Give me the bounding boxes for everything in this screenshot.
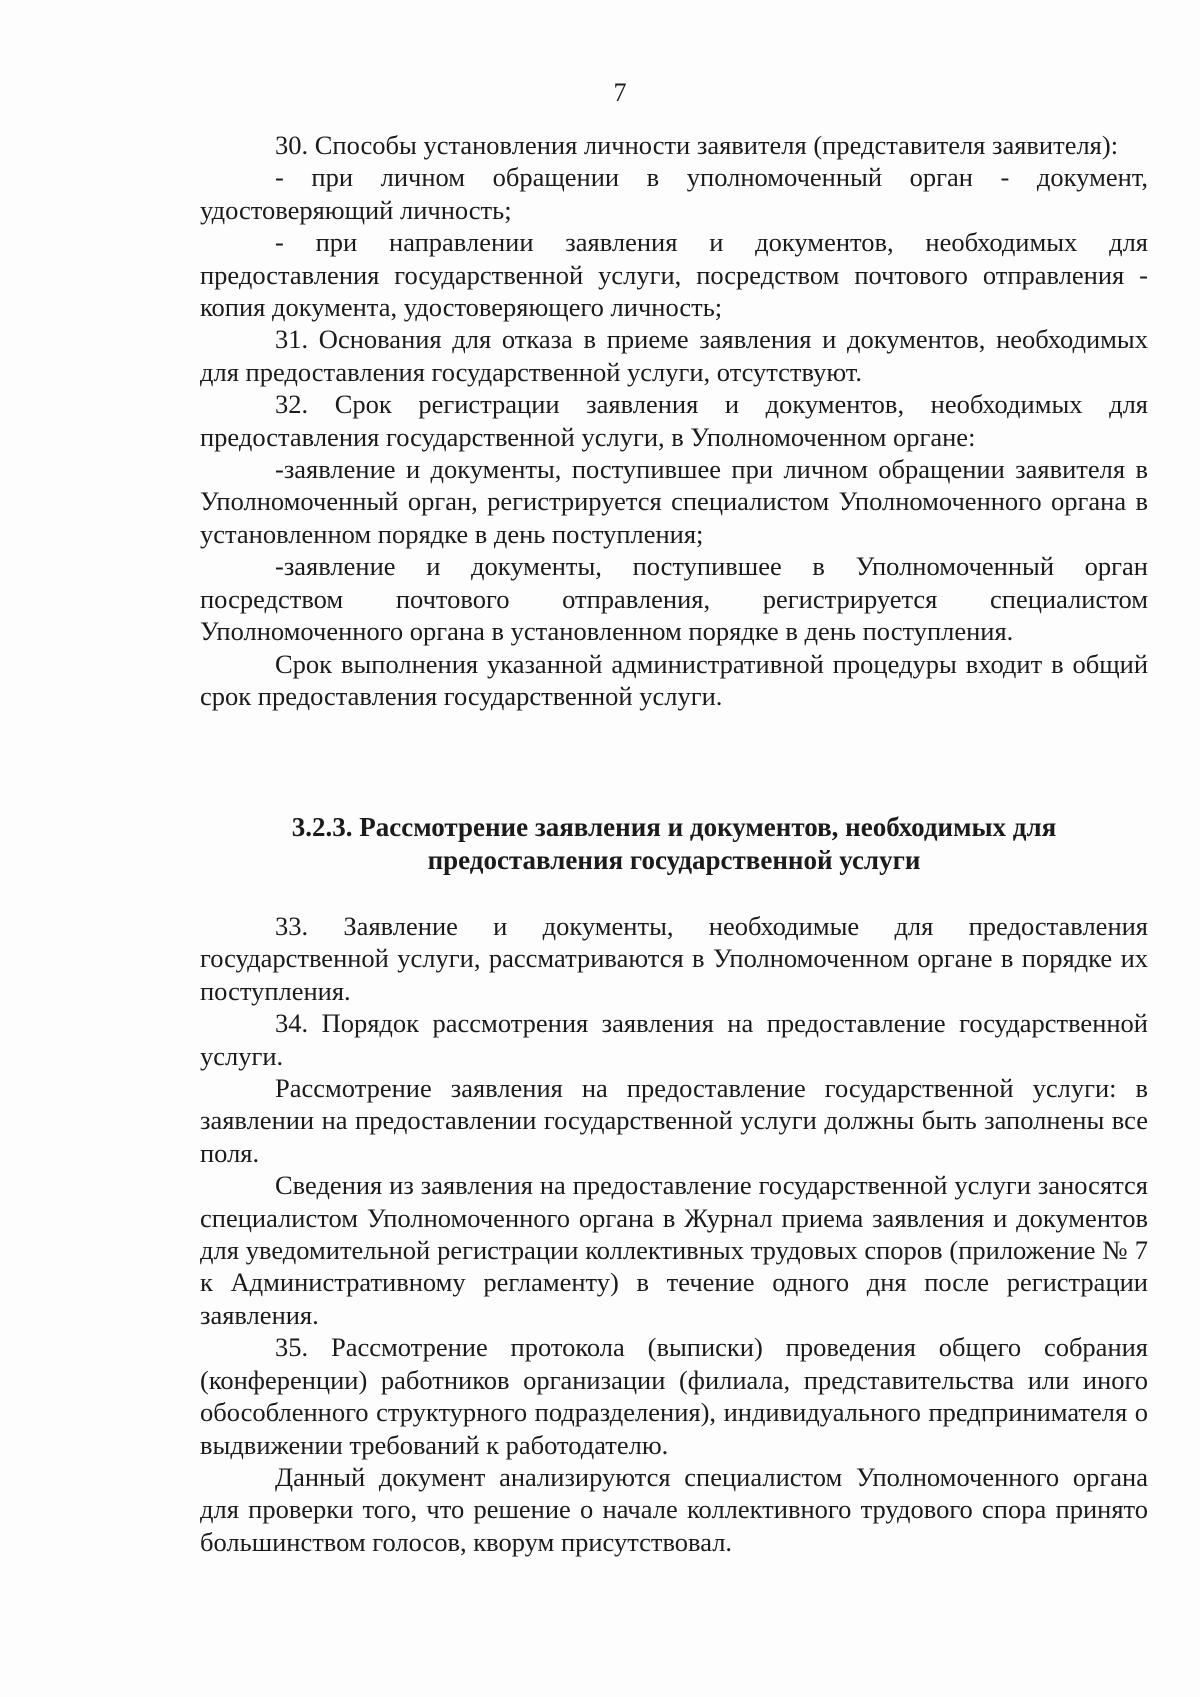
paragraph-32-personal-visit: -заявление и документы, поступившее при личном обращении заявителя в Уполномоченный орган, регистрируется специалистом Уполномоченного органа в установленном порядке в день поступления;: [200, 454, 1148, 549]
paragraph-34: 34. Порядок рассмотрения заявления на предоставление государственной услуги.: [200, 1008, 1148, 1071]
paragraph-32: 32. Срок регистрации заявления и документов, необходимых для предоставления государственной услуги, в Уполномоченном органе:: [200, 389, 1148, 452]
section-heading-line-1: 3.2.3. Рассмотрение заявления и документов, необходимых для: [291, 812, 1057, 842]
paragraph-30: 30. Способы установления личности заявителя (представителя заявителя):: [275, 130, 1119, 160]
section-heading-3-2-3: [200, 811, 1148, 877]
section-heading-line-2: предоставления государственной услуги: [427, 845, 921, 875]
paragraph-33: 33. Заявление и документы, необходимые для предоставления государственной услуги, рассматриваются в Уполномоченном органе в порядке их поступления.: [200, 911, 1148, 1006]
paragraph-30-personal-visit: - при личном обращении в уполномоченный орган - документ, удостоверяющий личность;: [200, 162, 1148, 225]
page-number: 7: [613, 78, 627, 107]
paragraph-31: 31. Основания для отказа в приеме заявления и документов, необходимых для предоставления государственной услуги, отсутствуют.: [200, 324, 1148, 387]
paragraph-30-postal: - при направлении заявления и документов, необходимых для предоставления государственной услуги, посредством почтового отправления - копия документа, удостоверяющего личность;: [200, 227, 1148, 323]
paragraph-32-postal: -заявление и документы, поступившее в Уполномоченный орган посредством почтового отправления, регистрируется специалистом Уполномоченного органа в установленном порядке в день поступления.: [200, 551, 1148, 647]
section-identification-and-registration: [200, 129, 1148, 712]
paragraph-35: 35. Рассмотрение протокола (выписки) проведения общего собрания (конференции) работников организации (филиала, представительства или иного обособленного структурного подразделения), индивидуального предпринимателя о выдвижении требований к работодателю.: [200, 1332, 1148, 1460]
paragraph-35-analysis: Данный документ анализируются специалистом Уполномоченного органа для проверки того, что решение о начале коллективного трудового спора принято большинством голосов, кворум присутствовал.: [200, 1461, 1148, 1557]
paragraph-processing-term: Срок выполнения указанной административной процедуры входит в общий срок предоставления государственной услуги.: [200, 648, 1148, 711]
section-review-of-application: [200, 910, 1148, 1558]
paragraph-34-journal: Сведения из заявления на предоставление государственной услуги заносятся специалистом Уполномоченного органа в Журнал приема заявления и документов для уведомительной регистрации коллективных трудовых споров (приложение № 7 к Административному регламенту) в течение одного дня после регистрации заявления.: [200, 1170, 1148, 1330]
paragraph-34-review: Рассмотрение заявления на предоставление государственной услуги: в заявлении на предоставлении государственной услуги должны быть заполнены все поля.: [200, 1073, 1148, 1168]
